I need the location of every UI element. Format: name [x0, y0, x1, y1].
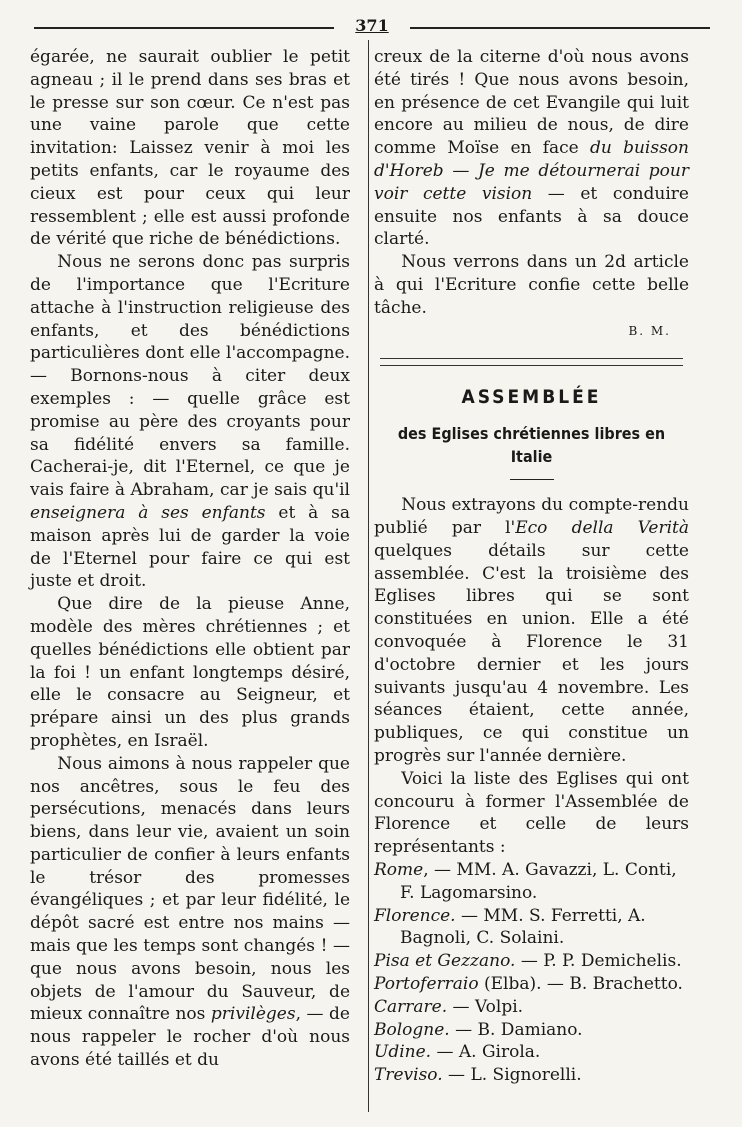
section-divider [380, 358, 683, 366]
article-subtitle: des Eglises chrétiennes libres en Italie [397, 424, 666, 466]
list-item-detail: — Volpi. [447, 996, 524, 1017]
list-item-place: Bologne. [374, 1019, 450, 1040]
list-item-place: Treviso. [374, 1065, 443, 1086]
right-p3-text-a: Nous extrayons du compte-rendu publié par l' [374, 495, 689, 539]
article-title: ASSEMBLÉE [461, 386, 602, 409]
list-item [374, 859, 689, 905]
list-item-place: Portoferraio [374, 973, 479, 994]
left-column [30, 46, 350, 1072]
right-paragraph-2: Nous verrons dans un 2d article à qui l'Ecriture confie cette belle tâche. [374, 252, 689, 318]
left-paragraph-4 [30, 753, 350, 1072]
left-p2-text-a: Nous ne serons donc pas surpris de l'importance que l'Ecriture attache à l'instruction religieuse des enfants, et des bénédictions particulières dont elle l'accompagne. — Bornons-nous à citer deux exemples : — quelle grâce est promise au père des croyants pour sa fidélité envers sa famille. Cacherai-je, dit l'Eternel, ce que je vais faire à Abraham, car je sais qu'il [30, 252, 350, 501]
right-paragraph-3 [374, 494, 689, 768]
list-item-place: Udine. [374, 1042, 432, 1063]
list-item-detail: — P. P. Demichelis. [515, 951, 682, 972]
list-item [374, 973, 689, 996]
list-item-detail: — MM. S. Ferretti, A. Bagnoli, C. Solaini. [400, 905, 646, 949]
page-number: 371 [355, 16, 389, 35]
right-p1-text-a: creux de la citerne d'où nous avons été tirés ! Que nous avons besoin, en présence de cet Evangile qui luit encore au milieu de nous, de dire comme Moïse en face [374, 47, 689, 159]
left-p4-text-b: , — de nous rappeler le rocher d'où nous avons été taillés et du [30, 1004, 350, 1071]
page-header [34, 14, 710, 40]
column-divider [368, 40, 369, 1112]
right-p1-text-b: — et conduire ensuite nos enfants à sa douce clarté. [374, 183, 689, 250]
left-paragraph-1: égarée, ne saurait oublier le petit agneau ; il le prend dans ses bras et le presse sur son cœur. Ce n'est pas une vaine parole que cette invitation: Laissez venir à moi les petits enfants, car le royaume des cieux est pour ceux qui leur ressemblent ; elle est aussi profonde de vérité que riche de bénédictions. [30, 47, 350, 250]
right-p1-emphasis: du buisson d'Horeb — Je me détournerai pour voir cette vision [374, 138, 689, 204]
list-item-detail: — L. Signorelli. [442, 1065, 582, 1086]
header-rule-left [34, 27, 334, 29]
header-rule-right [410, 27, 710, 29]
title-rule [510, 479, 554, 481]
list-item-detail: — A. Girola. [431, 1042, 541, 1063]
list-item-detail: , — MM. A. Gavazzi, L. Conti, F. Lagomarsino. [400, 860, 677, 903]
church-list [374, 859, 689, 1087]
right-paragraph-4: Voici la liste des Eglises qui ont concouru à former l'Assemblée de Florence et celle de leurs représentants : [374, 768, 689, 858]
signature-row [374, 320, 689, 343]
right-p3-text-b: quelques détails sur cette assemblée. C'est la troisième des Eglises libres qui se sont constituées en union. Elle a été convoquée à Florence le 31 d'octobre dernier et les jours suivants jusqu'au 4 novembre. Les séances étaient, cette année, publiques, ce qui constitue un progrès sur l'année dernière. [374, 540, 689, 767]
left-paragraph-3: Que dire de la pieuse Anne, modèle des mères chrétiennes ; et quelles bénédictions elle obtient par la foi ! un enfant longtemps désiré, elle le consacre au Seigneur, et prépare ainsi un des plus grands prophètes, en Israël. [30, 594, 350, 751]
list-item [374, 950, 689, 973]
list-item-place: Florence. [374, 905, 456, 926]
list-item [374, 905, 689, 951]
signature: B. M. [628, 323, 671, 338]
list-item-place: Rome [374, 860, 424, 880]
right-column [374, 46, 689, 1087]
left-paragraph-2 [30, 251, 350, 593]
left-p2-text-b: et à sa maison après lui de garder la voie de l'Eternel pour faire ce qui est juste et droit. [30, 502, 350, 592]
list-item-detail: (Elba). — B. Brachetto. [478, 973, 683, 994]
list-item [374, 1041, 689, 1064]
list-item [374, 996, 689, 1019]
left-p4-text-a: Nous aimons à nous rappeler que nos ancêtres, sous le feu des persécutions, menacés dans leurs biens, dans leur vie, avaient un soin particulier de confier à leurs enfants le trésor des promesses évangéliques ; et par leur fidélité, le dépôt sacré est entre nos mains — mais que les temps sont changés ! — que nous avons besoin, nous les objets de l'amour du Sauveur, de mieux connaître nos [30, 753, 350, 1025]
list-item-place: Carrare. [374, 996, 448, 1017]
left-p2-emphasis: enseignera à ses enfants [30, 502, 266, 523]
right-p3-emphasis: Eco della Verità [515, 518, 689, 539]
left-p4-emphasis: privilèges [210, 1004, 296, 1025]
right-paragraph-1 [374, 46, 689, 251]
list-item [374, 1064, 689, 1087]
list-item [374, 1019, 689, 1042]
list-item-place: Pisa et Gezzano. [374, 951, 516, 972]
list-item-detail: — B. Damiano. [449, 1019, 583, 1040]
